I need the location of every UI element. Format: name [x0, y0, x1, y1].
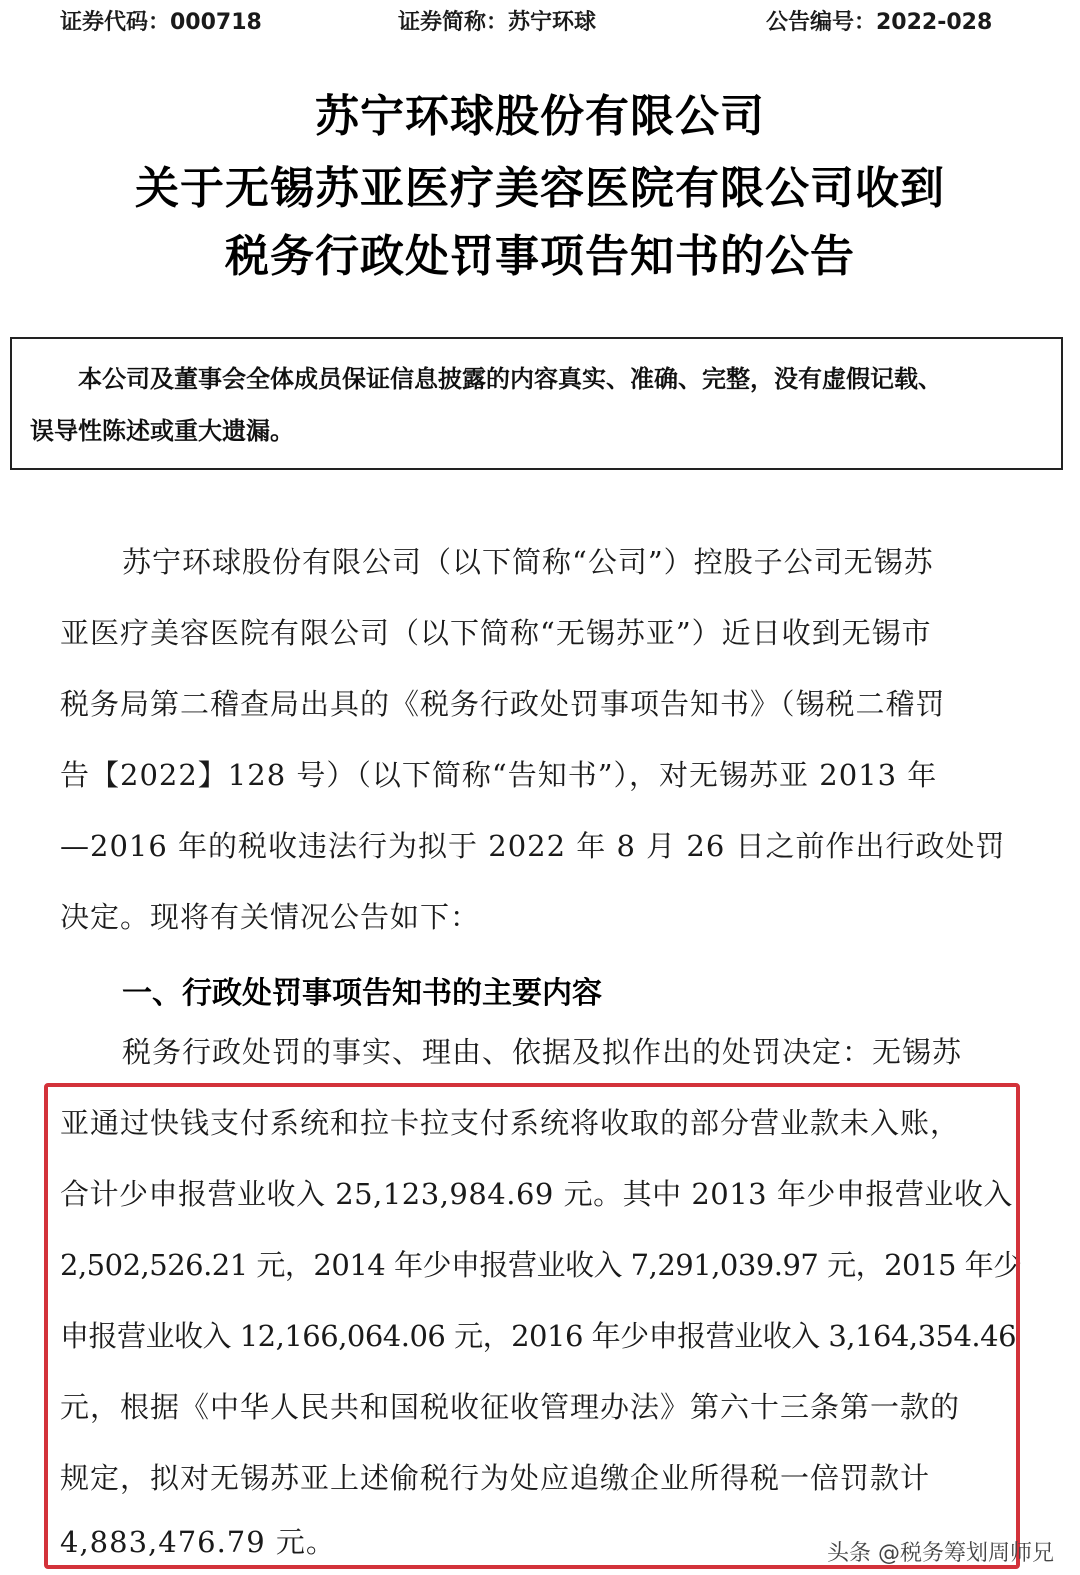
- section-line-8: 4,883,476.79 元。: [60, 1525, 336, 1559]
- disclosure-line-1: 本公司及董事会全体成员保证信息披露的内容真实、准确、完整，没有虚假记载、: [78, 365, 942, 393]
- announcement-number: 公告编号：2022-028: [766, 10, 993, 35]
- section-line-6: 元，根据《中华人民共和国税收征收管理办法》第六十三条第一款的: [60, 1390, 961, 1424]
- disclosure-line-2: 误导性陈述或重大遗漏。: [30, 417, 294, 445]
- section-line-7: 规定，拟对无锡苏亚上述偷税行为处应追缴企业所得税一倍罚款计: [60, 1461, 931, 1495]
- highlight-box: [44, 1083, 1020, 1569]
- body-line-5: —2016 年的税收违法行为拟于 2022 年 8 月 26 日之前作出行政处罚: [60, 829, 1006, 863]
- title-document: 税务行政处罚事项告知书的公告: [225, 231, 855, 282]
- section-line-1: 税务行政处罚的事实、理由、依据及拟作出的处罚决定：无锡苏: [122, 1035, 963, 1069]
- section-line-2: 亚通过快钱支付系统和拉卡拉支付系统将收取的部分营业款未入账，: [60, 1106, 961, 1140]
- title-company: 苏宁环球股份有限公司: [315, 91, 765, 142]
- body-line-6: 决定。现将有关情况公告如下：: [60, 900, 481, 934]
- body-line-4: 告【2022】128 号）（以下简称“告知书”），对无锡苏亚 2013 年: [60, 758, 938, 792]
- section-line-5: 申报营业收入 12,166,064.06 元，2016 年少申报营业收入 3,164,354.46: [60, 1319, 1017, 1353]
- section-heading: 一、行政处罚事项告知书的主要内容: [122, 976, 602, 1011]
- body-line-1: 苏宁环球股份有限公司（以下简称“公司”）控股子公司无锡苏: [122, 545, 934, 579]
- section-line-3: 合计少申报营业收入 25,123,984.69 元。其中 2013 年少申报营业收入: [60, 1177, 1013, 1211]
- security-name: 证券简称：苏宁环球: [398, 10, 597, 35]
- section-line-4: 2,502,526.21 元，2014 年少申报营业收入 7,291,039.97 元，2015 年少: [60, 1248, 1022, 1282]
- watermark: 头条 @税务筹划周师兄: [827, 1541, 1054, 1566]
- disclosure-statement-box: [10, 337, 1063, 470]
- body-line-2: 亚医疗美容医院有限公司（以下简称“无锡苏亚”）近日收到无锡市: [60, 616, 932, 650]
- security-code: 证券代码：000718: [60, 10, 262, 35]
- title-subject: 关于无锡苏亚医疗美容医院有限公司收到: [135, 163, 945, 214]
- body-line-3: 税务局第二稽查局出具的《税务行政处罚事项告知书》（锡税二稽罚: [60, 687, 946, 721]
